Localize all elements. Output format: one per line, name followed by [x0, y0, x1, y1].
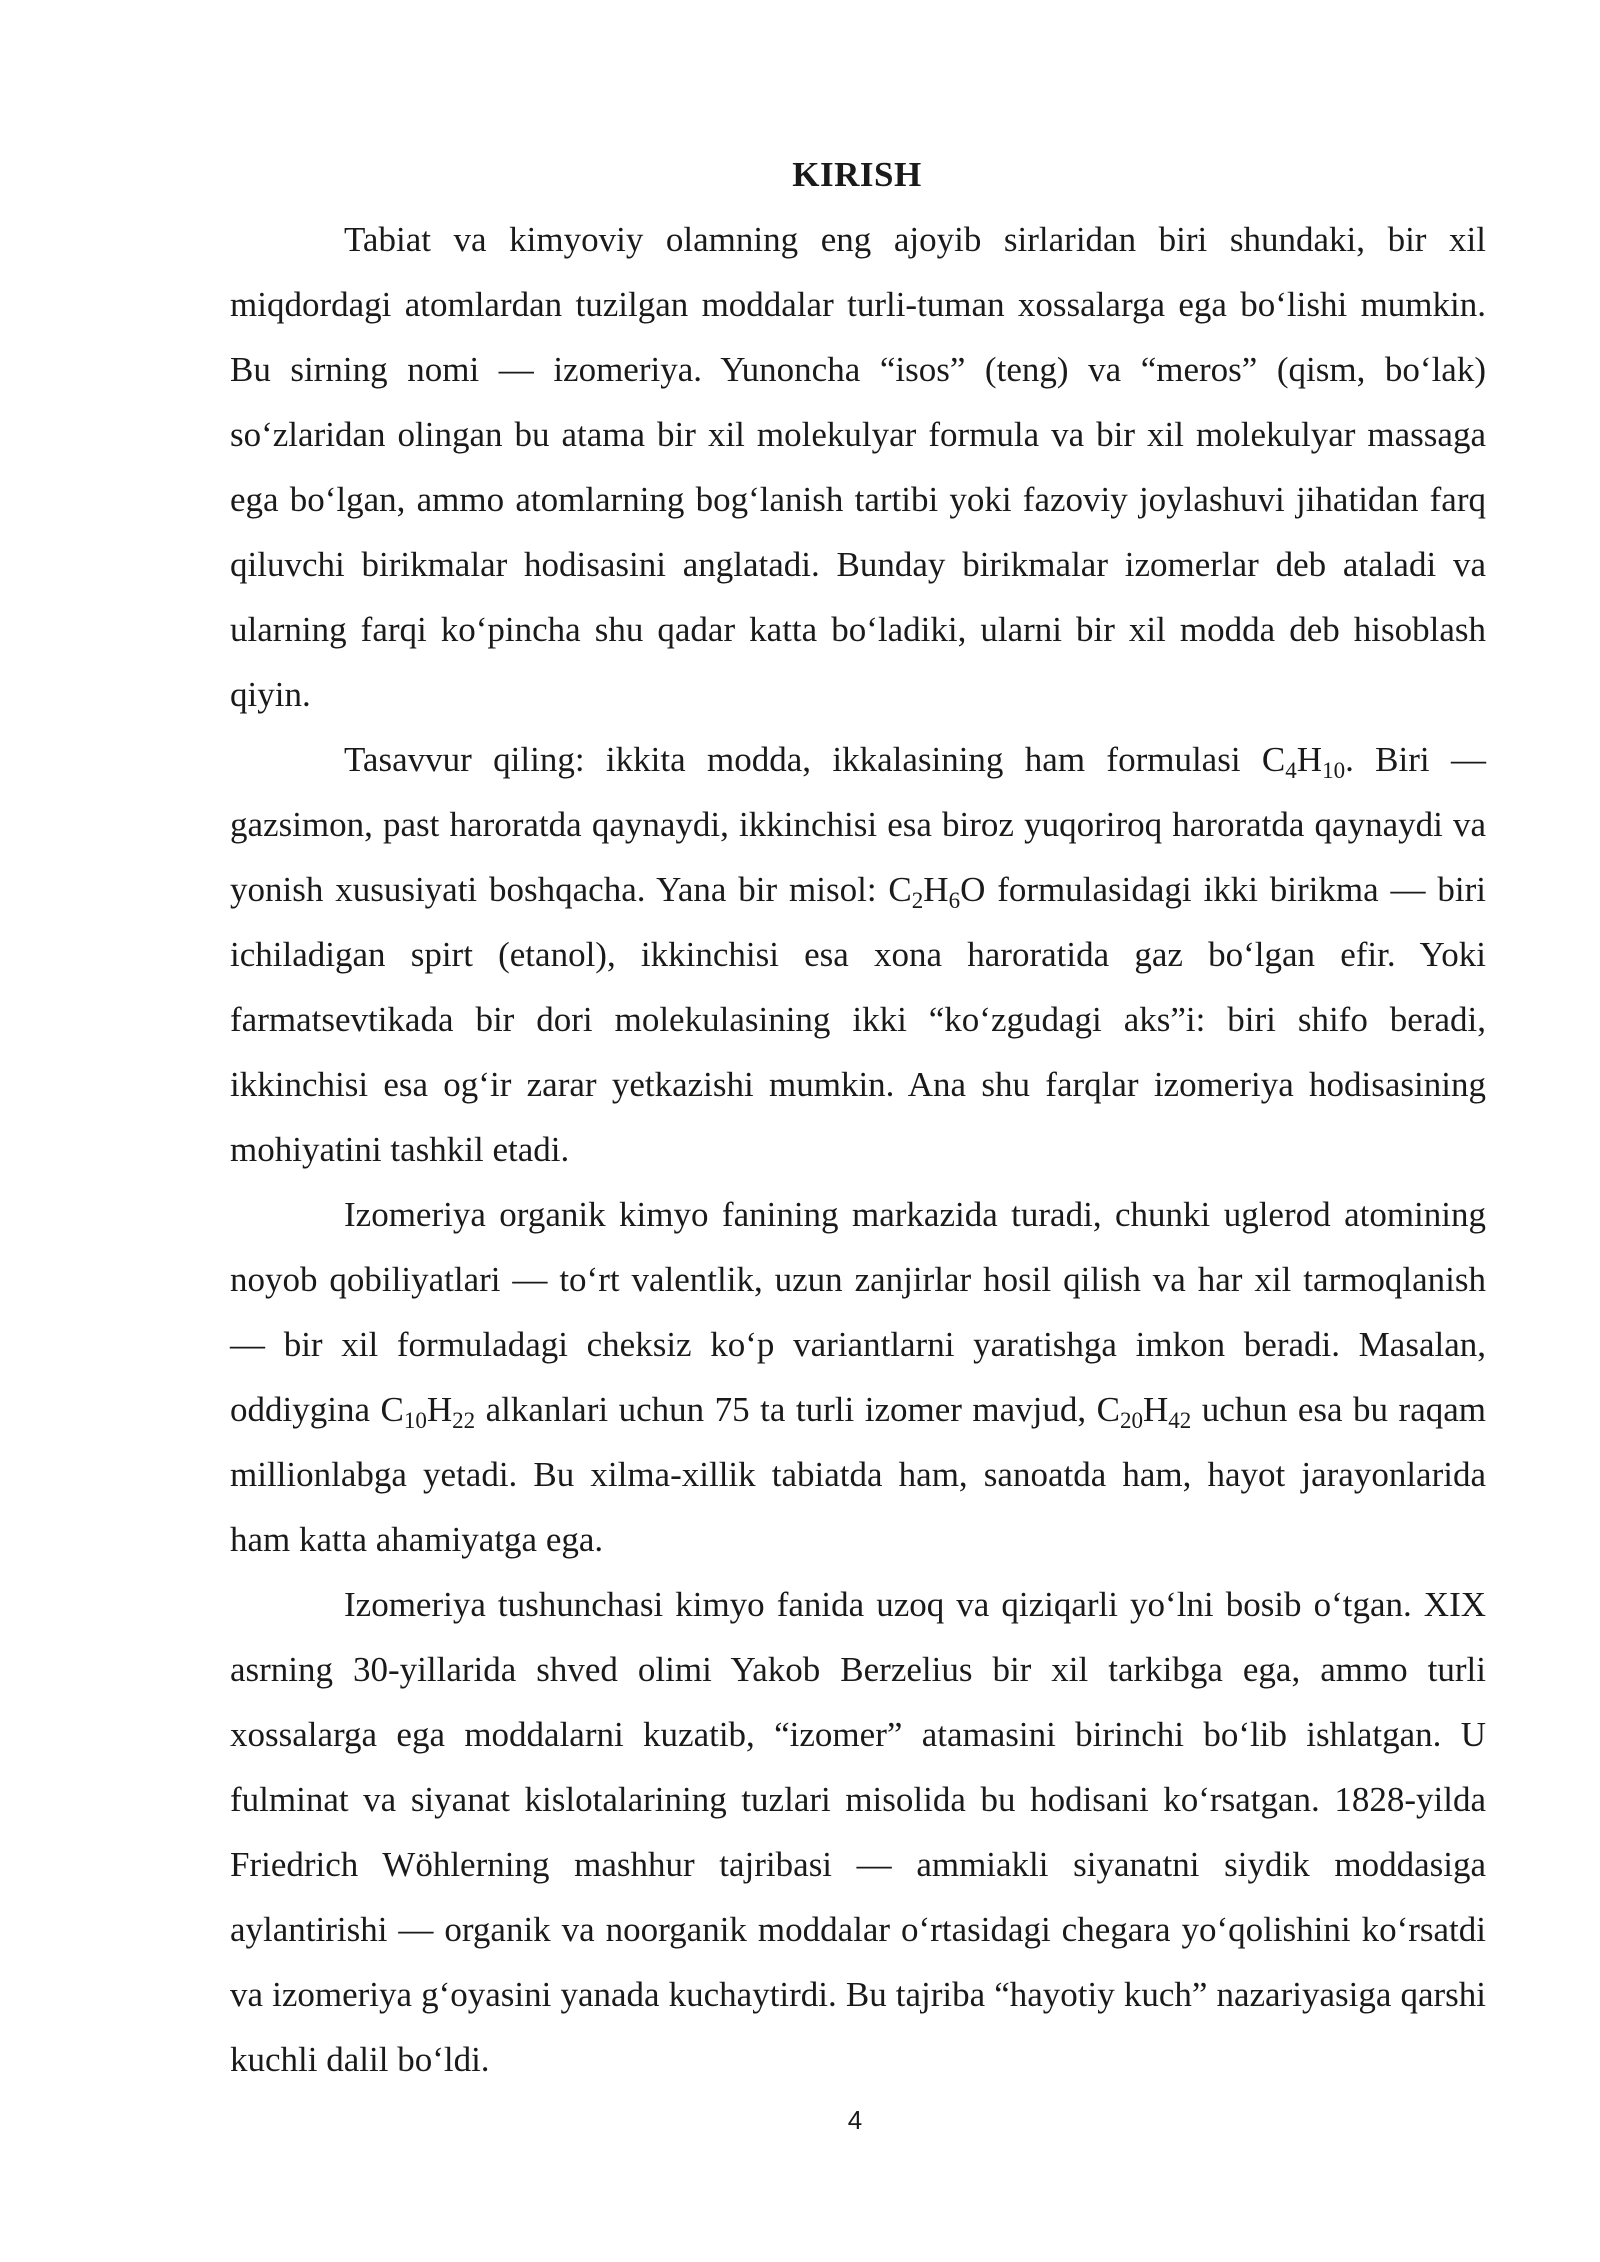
body-text	[230, 207, 1486, 2092]
formula-c10h22: $C_{10}H_{22}$	[380, 1390, 476, 1433]
paragraph-examples	[230, 727, 1486, 1182]
page-title: KIRISH	[792, 155, 922, 194]
paragraph-history: Izomeriya tushunchasi kimyo fanida uzoq va qiziqarli yo‘lni bosib o‘tgan. XIX asrning 30-yillarida shved olimi Yakob Berzelius bir xil tarkibga ega, ammo turli xossalarga ega moddalarni kuzatib, “izomer” atamasini birinchi bo‘lib ishlatgan. U fulminat va siyanat kislotalarining tuzlari misolida bu hodisani ko‘rsatgan. 1828-yilda Friedrich Wöhlerning mashhur tajribasi — ammiakli siyanatni siydik moddasiga aylantirishi — organik va noorganik moddalar o‘rtasidagi chegara yo‘qolishini ko‘rsatdi va izomeriya g‘oyasini yanada kuchaytirdi. Bu tajriba “hayotiy kuch” nazariyasiga qarshi kuchli dalil bo‘ldi.	[230, 1585, 1486, 2079]
text-run: Izomeriya organik kimyo fanining markazida turadi, chunki uglerod atomining noyob qobiliyatlari — to‘rt valentlik, uzun zanjirlar hosil qilish va har xil tarmoqlanish — bir xil formuladagi cheksiz ko‘p variantlarni yaratishga imkon beradi. Masalan, oddiygina	[230, 1195, 1486, 1429]
text-run: Tasavvur qiling: ikkita modda, ikkalasining ham formulasi	[344, 740, 1262, 779]
text-run: . Biri — gazsimon, past haroratda qaynaydi, ikkinchisi esa biroz yuqoriroq haroratda qaynaydi va yonish xususiyati boshqacha. Yana bir misol:	[230, 740, 1486, 909]
paragraph-organic-chemistry	[230, 1182, 1486, 1572]
text-run: formulasidagi ikki birikma — biri ichiladigan spirt (etanol), ikkinchisi esa xona haroratida gaz bo‘lgan efir. Yoki farmatsevtikada bir dori molekulasining ikki “ko‘zgudagi aks”i: biri shifo beradi, ikkinchisi esa og‘ir zarar yetkazishi mumkin. Ana shu farqlar izomeriya hodisasining mohiyatini tashkil etadi.	[230, 870, 1486, 1169]
formula-c20h42: $C_{20}H_{42}$	[1096, 1390, 1192, 1433]
formula-c2h6o: $C_2H_6O$	[888, 870, 986, 913]
paragraph-intro: Tabiat va kimyoviy olamning eng ajoyib sirlaridan biri shundaki, bir xil miqdordagi atomlardan tuzilgan moddalar turli-tuman xossalarga ega bo‘lishi mumkin. Bu sirning nomi — izomeriya. Yunoncha “isos” (teng) va “meros” (qism, bo‘lak) so‘zlaridan olingan bu atama bir xil molekulyar formula va bir xil molekulyar massaga ega bo‘lgan, ammo atomlarning bog‘lanish tartibi yoki fazoviy joylashuvi jihatidan farq qiluvchi birikmalar hodisasini anglatadi. Bunday birikmalar izomerlar deb ataladi va ularning farqi ko‘pincha shu qadar katta bo‘ladiki, ularni bir xil modda deb hisoblash qiyin.	[230, 220, 1486, 714]
page-number: 4	[847, 2105, 863, 2135]
text-run: alkanlari uchun 75 ta turli izomer mavjud,	[475, 1390, 1097, 1429]
text-run: uchun esa bu raqam millionlabga yetadi. Bu xilma-xillik tabiatda ham, sanoatda ham, hayot jarayonlarida ham katta ahamiyatga ega.	[230, 1390, 1486, 1559]
formula-c4h10: $C_4H_{10}$	[1261, 740, 1346, 783]
